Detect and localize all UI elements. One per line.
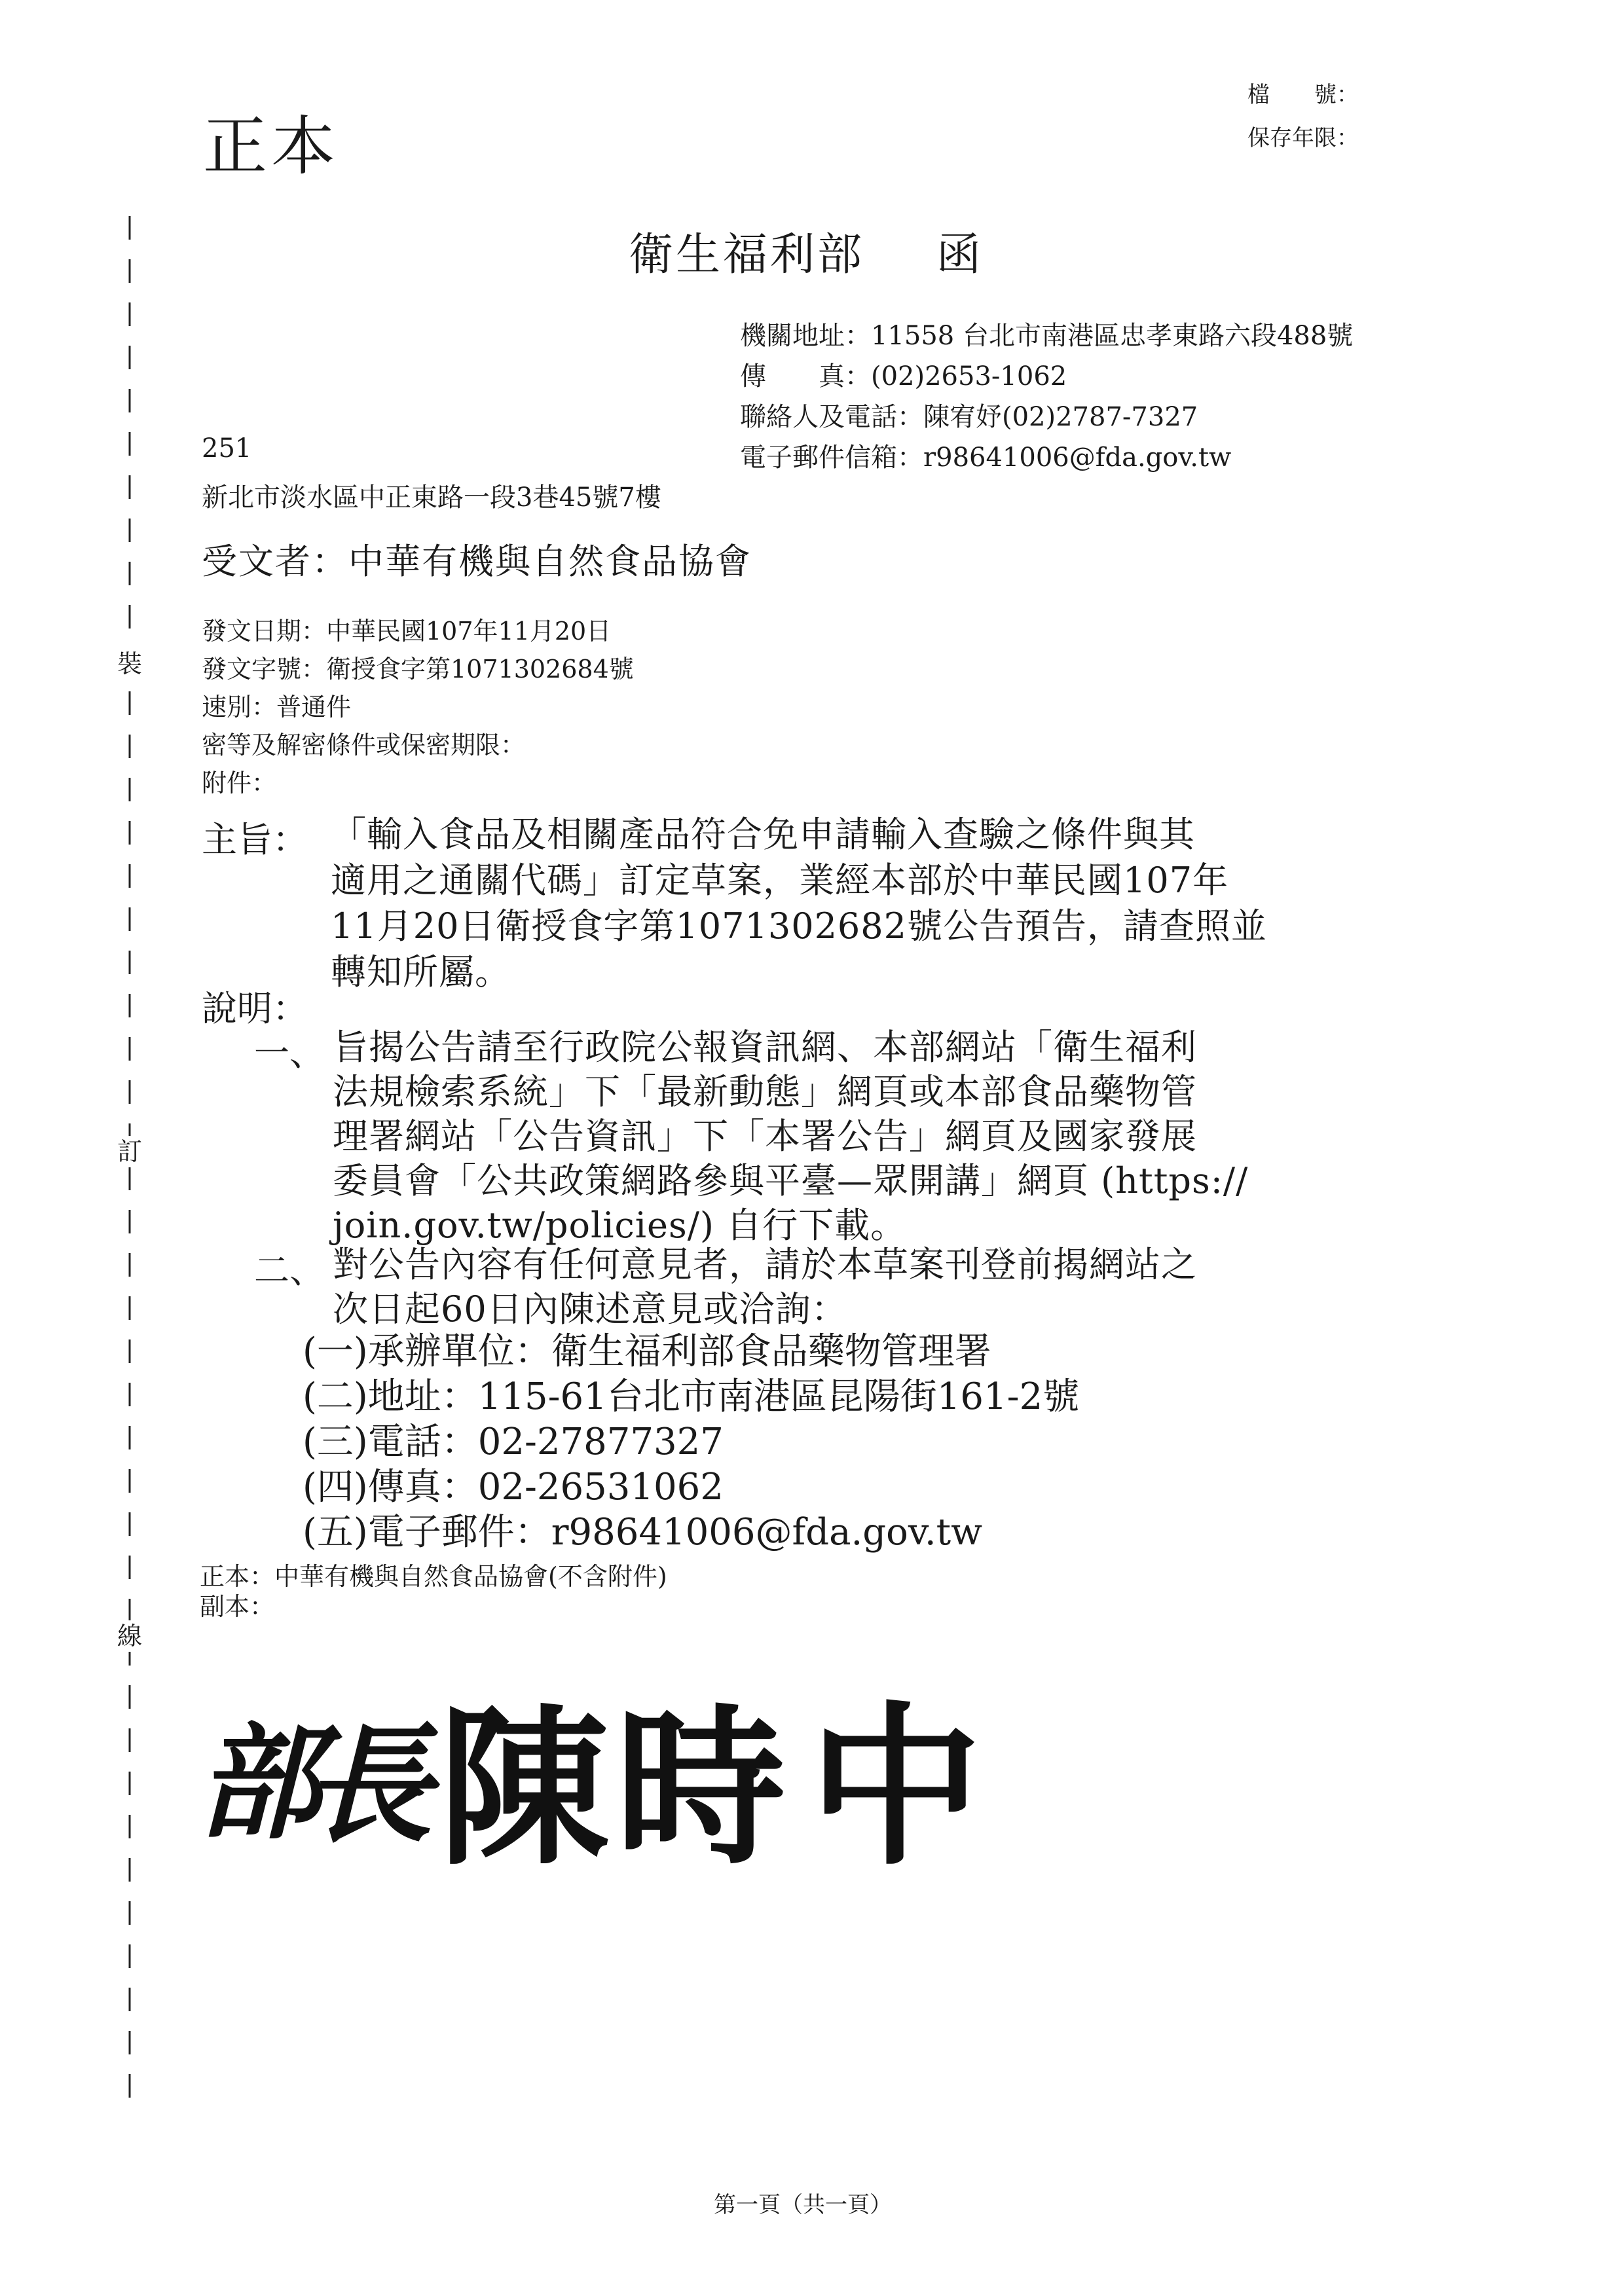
sub-item-fax: (四)傳真：02-26531062 <box>303 1466 724 1508</box>
agency-email: 電子郵件信箱：r98641006@fda.gov.tw <box>740 443 1232 473</box>
subject-body <box>331 812 1267 995</box>
recipient-zip: 251 <box>202 433 252 464</box>
original-recipients: 正本：中華有機與自然食品協會(不含附件) <box>200 1562 667 1591</box>
description-line: 法規檢索系統」下「最新動態」網頁或本部食品藥物管 <box>333 1071 1197 1112</box>
binding-mark-zhuang: 裝 <box>115 648 144 680</box>
recipient: 受文者：中華有機與自然食品協會 <box>202 541 752 582</box>
subject-line: 11月20日衛授食字第1071302682號公告預告，請查照並 <box>331 905 1267 947</box>
signature-image <box>196 1676 995 1872</box>
issue-date: 發文日期：中華民國107年11月20日 <box>202 617 612 646</box>
description-line: 次日起60日內陳述意見或洽詢： <box>333 1288 847 1330</box>
document-meta <box>202 612 634 802</box>
svg-text:長: 長 <box>304 1710 432 1860</box>
description-item-number: 二、 <box>254 1250 325 1291</box>
description-item-body <box>333 1243 1197 1332</box>
sub-item-unit: (一)承辦單位：衛生福利部食品藥物管理署 <box>303 1330 991 1373</box>
recipient-address: 新北市淡水區中正東路一段3巷45號7樓 <box>202 483 661 513</box>
description-item-body <box>333 1025 1248 1248</box>
agency-info <box>740 316 1353 478</box>
description-line: 理署網站「公告資訊」下「本署公告」網頁及國家發展 <box>333 1116 1197 1157</box>
svg-text:部: 部 <box>196 1710 322 1856</box>
minister-signature <box>196 1676 995 1875</box>
binding-mark-xian: 線 <box>115 1620 144 1652</box>
svg-text:中: 中 <box>809 1685 982 1872</box>
description-line: join.gov.tw/policies/) 自行下載。 <box>333 1205 907 1246</box>
file-info <box>1247 73 1359 160</box>
issue-number: 發文字號：衛授食字第1071302684號 <box>202 655 634 683</box>
description-line: 委員會「公共政策網路參與平臺—眾開講」網頁 (https:// <box>333 1160 1249 1201</box>
subject-line: 「輸入食品及相關產品符合免申請輸入查驗之條件與其 <box>331 814 1195 855</box>
description-line: 旨揭公告請至行政院公報資訊網、本部網站「衛生福利 <box>333 1027 1197 1068</box>
sub-item-address: (二)地址：115-61台北市南港區昆陽街161-2號 <box>303 1376 1080 1418</box>
svg-text:時: 時 <box>616 1688 786 1872</box>
description-line: 對公告內容有任何意見者，請於本草案刊登前揭網站之 <box>333 1244 1197 1285</box>
subject-line: 轉知所屬。 <box>331 951 511 993</box>
original-copy-stamp: 正本 <box>203 109 340 184</box>
document-title <box>629 219 984 283</box>
cc-recipients: 副本： <box>200 1592 275 1621</box>
title-doc-type: 函 <box>936 229 984 281</box>
page-footer: 第一頁（共一頁） <box>714 2192 892 2218</box>
agency-fax: 傳 真：(02)2653-1062 <box>740 361 1067 392</box>
contact-sub-items <box>303 1329 1079 1555</box>
secrecy-level: 密等及解密條件或保密期限： <box>202 731 526 759</box>
title-agency: 衛生福利部 <box>629 229 865 281</box>
attachment: 附件： <box>202 769 277 797</box>
agency-address: 機關地址：11558 台北市南港區忠孝東路六段488號 <box>740 321 1354 351</box>
svg-text:陳: 陳 <box>439 1688 609 1872</box>
retention-period-label: 保存年限： <box>1247 125 1359 151</box>
subject-line: 適用之通關代碼」訂定草案，業經本部於中華民國107年 <box>331 860 1229 901</box>
subject-label: 主旨： <box>202 819 308 860</box>
file-number-label: 檔 號： <box>1247 82 1359 108</box>
binding-mark-ding: 訂 <box>115 1136 144 1167</box>
agency-contact: 聯絡人及電話：陳宥妤(02)2787-7327 <box>740 402 1198 432</box>
speed-class: 速別：普通件 <box>202 693 352 721</box>
description-item-number: 一、 <box>254 1032 325 1074</box>
sub-item-phone: (三)電話：02-27877327 <box>303 1421 724 1463</box>
sub-item-email: (五)電子郵件：r98641006@fda.gov.tw <box>303 1511 983 1554</box>
copies <box>200 1561 667 1622</box>
description-label: 說明： <box>202 988 308 1029</box>
